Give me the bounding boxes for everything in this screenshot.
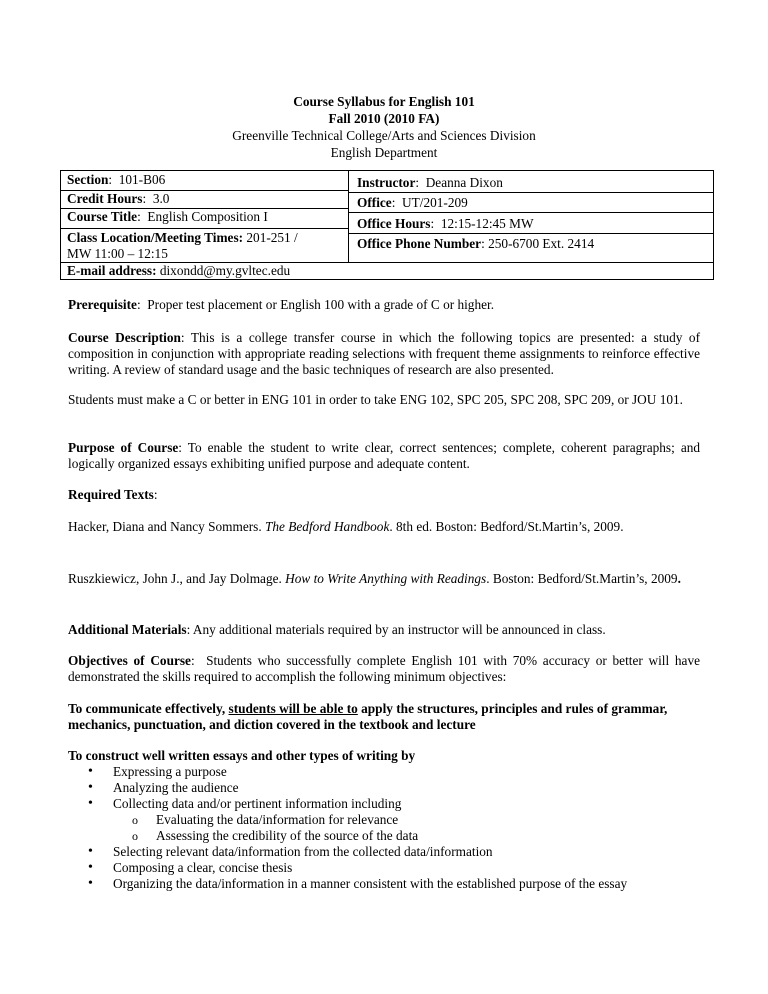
objectives-paragraph: Objectives of Course: Students who successfully complete English 101 with 70% accuracy or better will have demonstrated the skills required to accomplish the following minimum objectives: (68, 653, 701, 684)
list-item: • Collecting data and/or pertinent information including (88, 796, 402, 811)
course-info-table (60, 170, 714, 280)
syllabus-header (68, 93, 700, 161)
objective-construct-essays (68, 748, 700, 892)
credit-hours-value: 3.0 (152, 191, 170, 206)
citation-how-to-write-anything: Ruszkiewicz, John J., and Jay Dolmage. How to Write Anything with Readings. Boston: Bedford/St.Martin’s, 2009. (68, 571, 681, 586)
list-item: • Composing a clear, concise thesis (88, 860, 293, 875)
grade-requirement-paragraph: Students must make a C or better in ENG 101 in order to take ENG 102, SPC 205, SPC 208, SPC 209, or JOU 101. (68, 392, 683, 407)
email-cell: E-mail address: dixondd@my.gvltec.edu (67, 263, 291, 278)
list-item: • Expressing a purpose (88, 764, 227, 779)
course-title-value: English Composition I (147, 209, 268, 224)
book-title: How to Write Anything with Readings (285, 571, 487, 586)
sub-list-item: o Evaluating the data/information for relevance (132, 812, 399, 827)
office-cell: Office: UT/201-209 (357, 195, 468, 210)
office-hours-cell: Office Hours: 12:15-12:45 MW (357, 216, 534, 231)
purpose-paragraph: Purpose of Course: To enable the student to write clear, correct sentences; complete, coherent paragraphs; and logically organized essays exhibiting unified purpose and adequate content. (68, 440, 701, 471)
prerequisite-paragraph: Prerequisite: Proper test placement or English 100 with a grade of C or higher. (68, 297, 495, 312)
citation-bedford-handbook: Hacker, Diana and Nancy Sommers. The Bedford Handbook. 8th ed. Boston: Bedford/St.Martin’s, 2009. (68, 519, 624, 534)
objective-communicate: To communicate effectively, students will be able to apply the structures, principles and rules of grammar, mechanics, punctuation, and diction covered in the textbook and lecture (68, 701, 668, 732)
department-name: English Department (330, 145, 438, 160)
credit-hours-cell: Credit Hours: 3.0 (61, 190, 349, 208)
college-name: Greenville Technical College/Arts and Sciences Division (232, 128, 536, 143)
list-item: • Analyzing the audience (88, 780, 239, 795)
office-phone-cell: Office Phone Number: 250-6700 Ext. 2414 (357, 236, 595, 251)
instructor-cell: Instructor: Deanna Dixon (357, 175, 503, 190)
list-item: • Organizing the data/information in a manner consistent with the established purpose of the essay (88, 876, 628, 891)
course-title-cell: Course Title: English Composition I (61, 208, 349, 228)
book-title: The Bedford Handbook (265, 519, 390, 534)
course-description-paragraph: Course Description: This is a college transfer course in which the following topics are presented: a study of composition in conjunction with appropriate reading selections with frequent theme assignments to reinforce effective writing. A review of standard usage and the basic techniques of research are also presented. (68, 330, 701, 377)
instructor-value: Deanna Dixon (425, 175, 503, 190)
office-hours-value: 12:15-12:45 MW (440, 216, 534, 231)
section-cell: Section: 101-B06 (61, 171, 349, 190)
email-value: dixondd@my.gvltec.edu (159, 263, 291, 278)
sub-list-item: o Assessing the credibility of the source of the data (132, 828, 419, 843)
class-location-cell: Class Location/Meeting Times: 201-251 / MW 11:00 – 12:15 (61, 229, 349, 263)
section-value: 101-B06 (118, 172, 166, 187)
office-value: UT/201-209 (402, 195, 468, 210)
required-texts-heading: Required Texts: (68, 487, 158, 502)
term: Fall 2010 (2010 FA) (328, 111, 440, 126)
objective-construct-title: To construct well written essays and other types of writing by (68, 748, 416, 763)
objective-list (68, 764, 700, 892)
additional-materials-paragraph: Additional Materials: Any additional materials required by an instructor will be announced in class. (68, 622, 606, 637)
list-item: • Selecting relevant data/information from the collected data/information (88, 844, 493, 859)
syllabus-title: Course Syllabus for English 101 (293, 94, 475, 109)
office-phone-value: 250-6700 Ext. 2414 (488, 236, 595, 251)
